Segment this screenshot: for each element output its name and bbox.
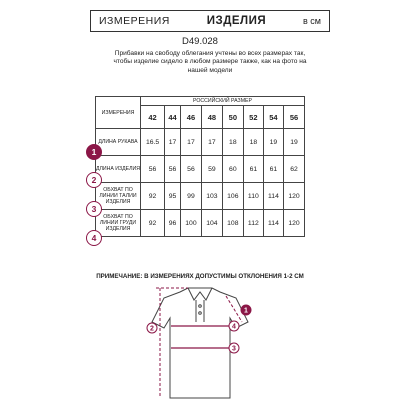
size-header: 50 xyxy=(222,106,243,129)
diagram-mark-4: 4 xyxy=(232,323,236,331)
row-number-badge-4: 4 xyxy=(86,230,102,246)
row-number-badge-1: 1 xyxy=(86,144,102,160)
size-header: 48 xyxy=(201,106,222,129)
table-cell: 18 xyxy=(243,129,263,156)
table-cell: 62 xyxy=(283,156,304,183)
size-table xyxy=(95,96,305,237)
table-row xyxy=(96,210,305,237)
diagram-mark-3: 3 xyxy=(232,345,236,353)
table-cell: 108 xyxy=(222,210,243,237)
table-cell: 114 xyxy=(263,210,283,237)
header-box xyxy=(90,10,330,32)
table-cell: 59 xyxy=(201,156,222,183)
table-cell: 61 xyxy=(263,156,283,183)
header-unit: в см xyxy=(303,16,321,26)
table-cell: 61 xyxy=(243,156,263,183)
table-cell: 60 xyxy=(222,156,243,183)
table-cell: 92 xyxy=(141,183,165,210)
row-label: ДЛИНА ИЗДЕЛИЯ xyxy=(96,156,141,183)
table-cell: 16.5 xyxy=(141,129,165,156)
table-cell: 17 xyxy=(180,129,201,156)
row-label: ОБХВАТ ПО ЛИНИИ ГРУДИ ИЗДЕЛИЯ xyxy=(96,210,141,237)
row-number-badge-2: 2 xyxy=(86,172,102,188)
table-row xyxy=(96,156,305,183)
header-product: ИЗДЕЛИЯ xyxy=(206,15,267,27)
table-cell: 56 xyxy=(165,156,181,183)
tolerance-note: ПРИМЕЧАНИЕ: В ИЗМЕРЕНИЯХ ДОПУСТИМЫ ОТКЛОНЕНИЯ 1-2 СМ xyxy=(96,273,304,280)
size-header: 46 xyxy=(180,106,201,129)
sleeve-measure xyxy=(226,296,242,322)
table-cell: 110 xyxy=(243,183,263,210)
table-cell: 96 xyxy=(165,210,181,237)
row-number-badge-3: 3 xyxy=(86,201,102,217)
table-row xyxy=(96,129,305,156)
table-cell: 95 xyxy=(165,183,181,210)
table-cell: 19 xyxy=(263,129,283,156)
table-cell: 114 xyxy=(263,183,283,210)
table-cell: 17 xyxy=(165,129,181,156)
table-cell: 112 xyxy=(243,210,263,237)
table-cell: 120 xyxy=(283,183,304,210)
size-header: 56 xyxy=(283,106,304,129)
table-corner: ИЗМЕРЕНИЯ xyxy=(96,97,141,129)
table-cell: 104 xyxy=(201,210,222,237)
size-header: 42 xyxy=(141,106,165,129)
size-header: 54 xyxy=(263,106,283,129)
size-header: 52 xyxy=(243,106,263,129)
article-code: D49.028 xyxy=(182,36,218,47)
diagram-mark-2: 2 xyxy=(150,325,154,333)
row-label: ОБХВАТ ПО ЛИНИИ ТАЛИИ ИЗДЕЛИЯ xyxy=(96,183,141,210)
polo-shirt-diagram xyxy=(130,282,270,400)
table-cell: 17 xyxy=(201,129,222,156)
fit-note: Прибавки на свободу облегания учтены во всех размерах так, чтобы изделие сидело в любом размере также, как на фото на нашей модели xyxy=(113,50,307,74)
table-cell: 103 xyxy=(201,183,222,210)
table-cell: 106 xyxy=(222,183,243,210)
table-cell: 56 xyxy=(141,156,165,183)
table-cell: 56 xyxy=(180,156,201,183)
row-label: ДЛИНА РУКАВА xyxy=(96,129,141,156)
header-measurements: ИЗМЕРЕНИЯ xyxy=(99,15,170,27)
size-header: 44 xyxy=(165,106,181,129)
diagram-mark-1: 1 xyxy=(244,307,248,315)
table-cell: 19 xyxy=(283,129,304,156)
table-cell: 99 xyxy=(180,183,201,210)
table-cell: 92 xyxy=(141,210,165,237)
table-row xyxy=(96,183,305,210)
table-caption: РОССИЙСКИЙ РАЗМЕР xyxy=(141,97,305,106)
table-cell: 18 xyxy=(222,129,243,156)
table-cell: 100 xyxy=(180,210,201,237)
table-cell: 120 xyxy=(283,210,304,237)
